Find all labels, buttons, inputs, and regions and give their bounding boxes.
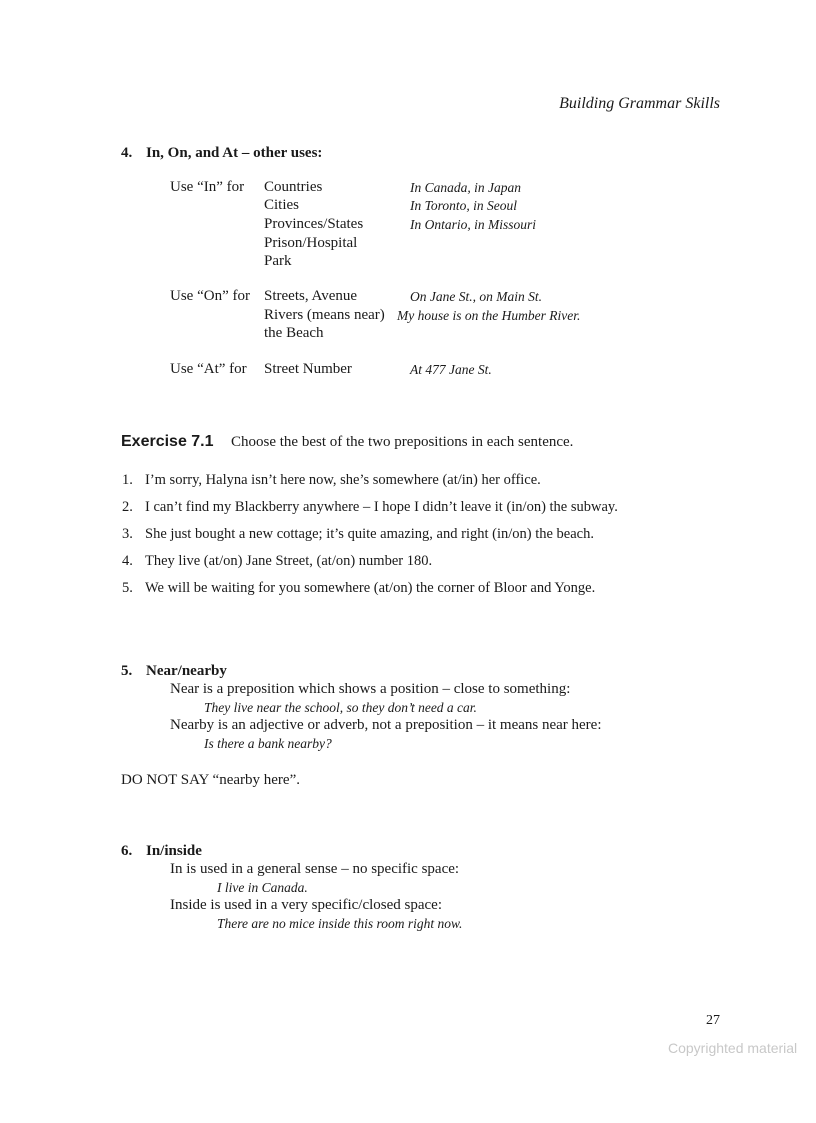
use-in-item: Park [264, 253, 292, 269]
section-5-example: They live near the school, so they don’t need a car. [204, 700, 477, 715]
section-5-note: DO NOT SAY “nearby here”. [121, 772, 300, 788]
section-6-title: In/inside [146, 843, 202, 859]
use-in-item: Provinces/States [264, 216, 364, 232]
use-in-item: Countries [264, 179, 323, 195]
running-head: Building Grammar Skills [559, 95, 720, 112]
exercise-title: Exercise 7.1 [121, 433, 214, 450]
use-on-item: Streets, Avenue [264, 288, 358, 304]
use-at-item: Street Number [264, 361, 352, 377]
exercise-item-number: 1. [122, 472, 133, 488]
use-in-item: Prison/Hospital [264, 235, 358, 251]
copyright-watermark: Copyrighted material [668, 1040, 798, 1056]
exercise-item-number: 5. [122, 580, 133, 596]
exercise-item-text: I can’t find my Blackberry anywhere – I hope I didn’t leave it (in/on) the subway. [145, 499, 618, 515]
section-5-line: Near is a preposition which shows a position – close to something: [170, 681, 571, 697]
section-5-line: Nearby is an adjective or adverb, not a preposition – it means near here: [170, 717, 602, 733]
section-5-example: Is there a bank nearby? [204, 736, 332, 751]
use-on-example: On Jane St., on Main St. [410, 289, 542, 304]
section-6-line: In is used in a general sense – no specific space: [170, 861, 460, 877]
use-on-example: My house is on the Humber River. [397, 308, 581, 323]
use-in-example: In Canada, in Japan [410, 180, 521, 195]
section-6-example: I live in Canada. [217, 880, 308, 895]
use-on-item: Rivers (means near) [264, 307, 385, 323]
section-6-example: There are no mice inside this room right now. [217, 916, 463, 931]
section-4-number: 4. [121, 145, 133, 161]
page-number: 27 [706, 1013, 720, 1028]
section-4-title: In, On, and At – other uses: [146, 145, 323, 161]
section-5-title: Near/nearby [146, 663, 227, 679]
section-6-number: 6. [121, 843, 133, 859]
use-on-label: Use “On” for [170, 288, 250, 304]
use-in-label: Use “In” for [170, 179, 245, 195]
exercise-item-text: She just bought a new cottage; it’s quite amazing, and right (in/on) the beach. [145, 526, 594, 542]
exercise-item-text: They live (at/on) Jane Street, (at/on) number 180. [145, 553, 433, 569]
use-at-example: At 477 Jane St. [410, 362, 492, 377]
use-in-example: In Ontario, in Missouri [410, 217, 537, 232]
exercise-item-text: I’m sorry, Halyna isn’t here now, she’s somewhere (at/in) her office. [145, 472, 541, 488]
exercise-item-number: 3. [122, 526, 133, 542]
use-on-item: the Beach [264, 325, 324, 341]
use-in-example: In Toronto, in Seoul [410, 198, 518, 213]
use-in-item: Cities [264, 197, 300, 213]
exercise-item-number: 4. [122, 553, 133, 569]
exercise-item-number: 2. [122, 499, 133, 515]
section-5-number: 5. [121, 663, 133, 679]
exercise-item-text: We will be waiting for you somewhere (at/on) the corner of Bloor and Yonge. [145, 580, 596, 596]
use-at-label: Use “At” for [170, 361, 247, 377]
section-6-line: Inside is used in a very specific/closed space: [170, 897, 442, 913]
exercise-instruction: Choose the best of the two prepositions in each sentence. [231, 434, 574, 450]
